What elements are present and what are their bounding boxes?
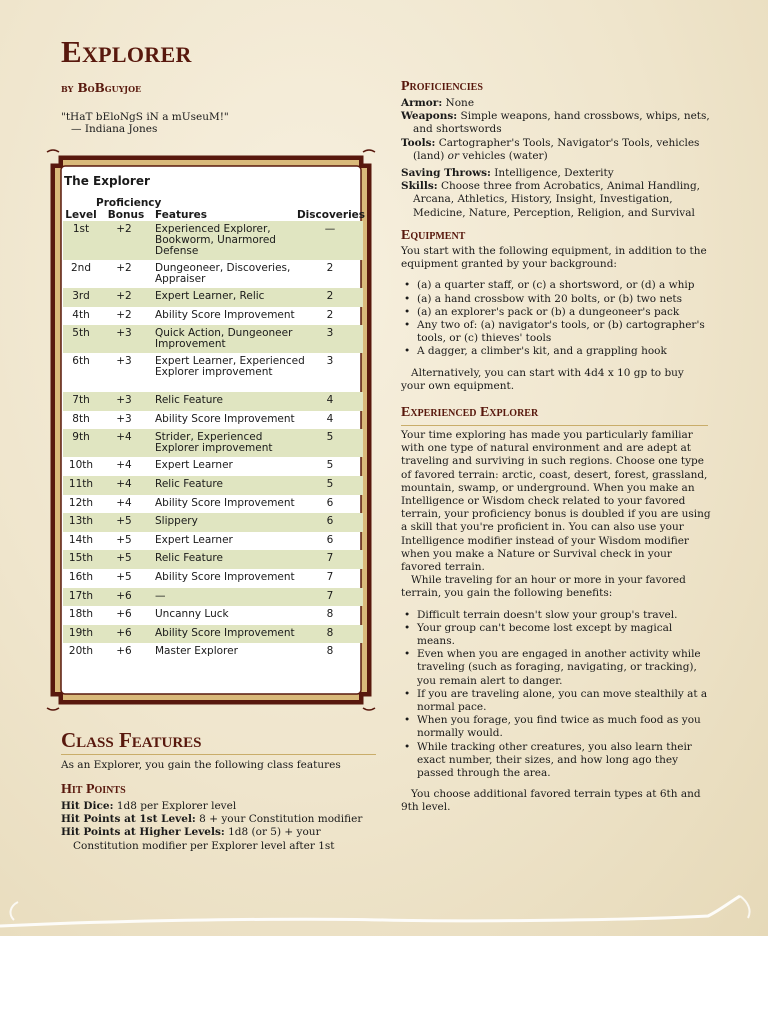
cell-discoveries: 6 xyxy=(326,515,334,528)
cell-level: 11th xyxy=(68,477,94,490)
cell-level: 2nd xyxy=(70,262,91,274)
table-row xyxy=(63,307,363,326)
cell-bonus: +3 xyxy=(116,394,132,407)
table-row xyxy=(63,569,363,588)
equipment-block xyxy=(401,245,711,393)
benefit-item: • Even when you are engaged in another activity while traveling (such as foraging, navigating, or tracking), you remain alert to danger. xyxy=(417,648,711,688)
table-row xyxy=(63,625,363,644)
cell-discoveries: 2 xyxy=(326,262,334,274)
cell-features: Relic Feature xyxy=(155,477,223,490)
cell-features: — xyxy=(155,589,166,602)
table-row xyxy=(63,457,363,476)
class-table xyxy=(63,174,366,662)
cell-bonus: +3 xyxy=(116,412,132,425)
weapons-label: Weapons: xyxy=(401,110,458,123)
cell-level: 12th xyxy=(68,496,94,509)
cell-discoveries: 6 xyxy=(326,533,334,546)
cell-discoveries: 5 xyxy=(326,477,334,490)
table-row xyxy=(63,495,363,514)
table-row xyxy=(63,325,363,353)
cell-discoveries: 5 xyxy=(326,431,334,444)
proficiencies-block xyxy=(401,97,711,220)
col-features: Features xyxy=(155,209,207,221)
cell-discoveries: 4 xyxy=(326,412,334,425)
cell-features: Quick Action, Dungeoneer Improvement xyxy=(155,327,293,351)
table-row xyxy=(63,513,363,532)
class-features-intro: As an Explorer, you gain the following class features xyxy=(61,759,341,771)
col-level: Level xyxy=(65,209,97,221)
footer-ornament xyxy=(0,880,768,936)
quote-attribution: — Indiana Jones xyxy=(71,123,158,135)
cell-features: Ability Score Improvement xyxy=(155,570,295,583)
cell-features: Experienced Explorer, Bookworm, Unarmored Defense xyxy=(155,223,276,257)
cell-bonus: +5 xyxy=(116,570,132,583)
cell-level: 3rd xyxy=(72,290,90,302)
table-row xyxy=(63,392,363,411)
cell-discoveries: 7 xyxy=(326,589,334,602)
explorer-paragraph-1: Your time exploring has made you particularly familiar with one type of natural environment and are adept at traveling and surviving in such regions. Choose one type of favored terrain: arctic, coast, desert, forest, grassland, mountain, swamp, or underground. When you make an Intelligence or Wisdom check related to your favored terrain, your proficiency bonus is doubled if you are using a skill that you're proficient in. You can also use your Intelligence modifier instead of your Wisdom modifier when you make a Nature or Survival check in your favored terrain. xyxy=(401,429,711,574)
table-row xyxy=(63,476,363,495)
cell-bonus: +6 xyxy=(116,608,132,621)
table-row xyxy=(63,606,363,625)
hp-higher-label: Hit Points at Higher Levels: xyxy=(61,826,225,839)
heading-rule xyxy=(61,754,376,755)
hp-first-label: Hit Points at 1st Level: xyxy=(61,813,196,826)
cell-features: Expert Learner, Experienced Explorer improvement xyxy=(155,355,305,379)
equipment-intro: You start with the following equipment, in addition to the equipment granted by your background: xyxy=(401,245,707,271)
benefit-item: • Difficult terrain doesn't slow your group's travel. xyxy=(417,609,711,622)
table-title: The Explorer xyxy=(64,174,150,188)
cell-discoveries: 8 xyxy=(326,608,334,621)
hit-dice-value: 1d8 per Explorer level xyxy=(116,800,237,812)
tools-label: Tools: xyxy=(401,136,436,149)
saves-value: Intelligence, Dexterity xyxy=(494,167,614,180)
experienced-explorer-block xyxy=(401,429,711,815)
table-row xyxy=(63,588,363,607)
cell-bonus: +5 xyxy=(116,515,132,528)
cell-features: Dungeoneer, Discoveries, Appraiser xyxy=(155,262,291,285)
cell-features: Slippery xyxy=(155,515,198,528)
cell-discoveries: 4 xyxy=(326,394,334,407)
cell-level: 9th xyxy=(72,431,90,444)
experienced-explorer-heading: Experienced Explorer xyxy=(401,405,539,420)
cell-discoveries: 2 xyxy=(326,290,334,302)
cell-discoveries: 3 xyxy=(326,327,334,340)
col-discoveries: Discoveries xyxy=(296,209,366,221)
heading-rule xyxy=(401,425,708,426)
cell-bonus: +6 xyxy=(116,589,132,602)
cell-features: Expert Learner, Relic xyxy=(155,290,265,302)
quote-text: "tHaT bEloNgS iN a mUseuM!" xyxy=(61,111,229,123)
cell-bonus: +3 xyxy=(116,355,132,368)
explorer-paragraph-3: You choose additional favored terrain types at 6th and 9th level. xyxy=(401,788,701,814)
cell-level: 16th xyxy=(68,570,94,583)
cell-features: Expert Learner xyxy=(155,459,233,472)
author-byline: by BoBguyjoe xyxy=(61,81,142,95)
cell-discoveries: — xyxy=(324,223,336,235)
cell-discoveries: 6 xyxy=(326,496,334,509)
cell-level: 17th xyxy=(68,589,94,602)
tools-value-b: vehicles (water) xyxy=(462,149,548,162)
weapons-value: Simple weapons, hand crossbows, whips, nets, and shortswords xyxy=(413,110,710,136)
cell-features: Ability Score Improvement xyxy=(155,626,295,639)
cell-level: 5th xyxy=(72,327,90,340)
cell-bonus: +3 xyxy=(116,327,132,340)
equipment-item: • Any two of: (a) navigator's tools, or (b) cartographer's tools, or (c) thieves' tools xyxy=(417,319,711,345)
col-proficiency: Proficiency xyxy=(96,197,162,209)
table-row xyxy=(63,550,363,569)
benefit-item: • When you forage, you find twice as much food as you normally would. xyxy=(417,714,711,740)
cell-bonus: +5 xyxy=(116,552,132,565)
tools-value-a: Cartographer's Tools, Navigator's Tools, vehicles (land) xyxy=(413,136,700,162)
cell-bonus: +6 xyxy=(116,645,132,658)
cell-bonus: +5 xyxy=(116,533,132,546)
table-row xyxy=(63,429,363,457)
equipment-alt: Alternatively, you can start with 4d4 x 10 gp to buy your own equipment. xyxy=(401,366,684,392)
cell-level: 19th xyxy=(68,626,94,639)
col-bonus: Bonus xyxy=(107,209,145,221)
cell-discoveries: 2 xyxy=(326,308,334,321)
equipment-item: • (a) an explorer's pack or (b) a dungeoneer's pack xyxy=(417,306,711,319)
skills-label: Skills: xyxy=(401,180,438,193)
cell-discoveries: 8 xyxy=(326,626,334,639)
cell-discoveries: 7 xyxy=(326,552,334,565)
table-row xyxy=(63,353,363,392)
cell-features: Master Explorer xyxy=(155,645,238,658)
hp-first-value: 8 + your Constitution modifier xyxy=(199,813,363,826)
equipment-item: • (a) a quarter staff, or (c) a shortsword, or (d) a whip xyxy=(417,279,711,292)
cell-bonus: +2 xyxy=(116,262,132,274)
table-row xyxy=(63,221,363,260)
cell-level: 20th xyxy=(68,645,94,658)
cell-level: 1st xyxy=(72,223,90,235)
benefit-item: • If you are traveling alone, you can move stealthily at a normal pace. xyxy=(417,688,711,714)
table-row xyxy=(63,532,363,551)
cell-level: 18th xyxy=(68,608,94,621)
cell-discoveries: 7 xyxy=(326,570,334,583)
skills-value: Choose three from Acrobatics, Animal Handling, Arcana, Athletics, History, Insight, Investigation, Medicine, Nature, Perception, Religion, and Survival xyxy=(413,180,700,219)
epigraph xyxy=(61,111,229,135)
saves-label: Saving Throws: xyxy=(401,167,491,180)
cell-bonus: +4 xyxy=(116,477,132,490)
benefit-item: • Your group can't become lost except by magical means. xyxy=(417,622,711,648)
cell-discoveries: 8 xyxy=(326,645,334,658)
hit-points-block xyxy=(61,800,376,853)
benefit-item: • While tracking other creatures, you also learn their exact number, their sizes, and how long ago they passed through the area. xyxy=(417,741,711,781)
explorer-paragraph-2: While traveling for an hour or more in your favored terrain, you gain the following benefits: xyxy=(401,574,686,600)
cell-features: Ability Score Improvement xyxy=(155,412,295,425)
armor-value: None xyxy=(445,97,475,109)
equipment-item: • A dagger, a climber's kit, and a grappling hook xyxy=(417,345,711,358)
cell-level: 13th xyxy=(68,515,94,528)
table-row xyxy=(63,260,363,288)
cell-bonus: +2 xyxy=(116,290,132,302)
table-body xyxy=(63,221,363,662)
table-row xyxy=(63,288,363,307)
cell-level: 6th xyxy=(72,355,90,368)
cell-bonus: +4 xyxy=(116,496,132,509)
cell-level: 8th xyxy=(72,412,90,425)
cell-features: Ability Score Improvement xyxy=(155,308,295,321)
table-header xyxy=(63,194,366,221)
tools-or: or xyxy=(447,149,459,162)
cell-features: Strider, Experienced Explorer improvement xyxy=(155,431,273,455)
hit-dice-label: Hit Dice: xyxy=(61,800,114,812)
cell-level: 10th xyxy=(68,459,94,472)
benefits-list xyxy=(401,609,711,781)
cell-level: 15th xyxy=(68,552,94,565)
cell-level: 7th xyxy=(72,394,90,407)
cell-level: 4th xyxy=(72,308,90,321)
table-row xyxy=(63,643,363,662)
cell-bonus: +2 xyxy=(116,308,132,321)
cell-features: Relic Feature xyxy=(155,552,223,565)
cell-features: Expert Learner xyxy=(155,533,233,546)
cell-bonus: +4 xyxy=(116,431,132,444)
cell-features: Uncanny Luck xyxy=(155,608,229,621)
cell-bonus: +2 xyxy=(116,223,132,235)
hit-points-heading: Hit Points xyxy=(61,782,126,797)
cell-level: 14th xyxy=(68,533,94,546)
equipment-list xyxy=(401,279,711,358)
cell-bonus: +6 xyxy=(116,626,132,639)
equipment-item: • (a) a hand crossbow with 20 bolts, or (b) two nets xyxy=(417,293,711,306)
class-features-heading: Class Features xyxy=(61,728,202,752)
cell-discoveries: 3 xyxy=(326,355,334,368)
cell-bonus: +4 xyxy=(116,459,132,472)
cell-features: Relic Feature xyxy=(155,394,223,407)
hp-higher-value: 1d8 (or 5) + your Constitution modifier per Explorer level after 1st xyxy=(73,826,335,852)
cell-discoveries: 5 xyxy=(326,459,334,472)
armor-label: Armor: xyxy=(401,97,443,109)
table-row xyxy=(63,411,363,430)
class-table-frame xyxy=(45,146,377,714)
proficiencies-heading: Proficiencies xyxy=(401,79,483,94)
page-title: Explorer xyxy=(61,34,192,69)
cell-features: Ability Score Improvement xyxy=(155,496,295,509)
equipment-heading: Equipment xyxy=(401,228,466,243)
